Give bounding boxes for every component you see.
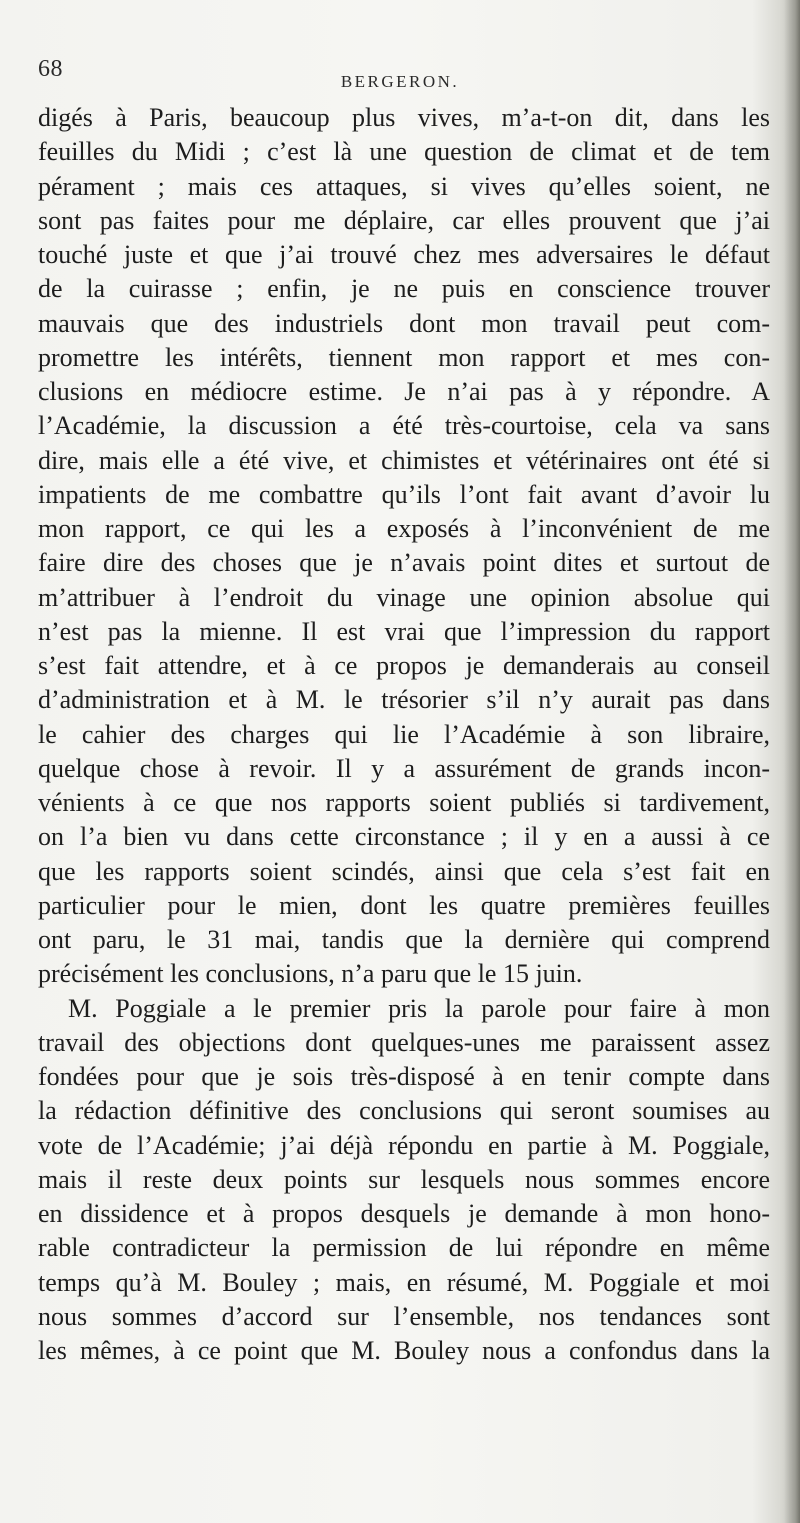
- text-line: mon rapport, ce qui les a exposés à l’inconvénient de me: [38, 514, 770, 543]
- page-edge-shadow: [784, 0, 800, 1523]
- text-line: nous sommes d’accord sur l’ensemble, nos tendances sont: [38, 1301, 770, 1331]
- text-line: en dissidence et à propos desquels je demande à mon hono-: [38, 1199, 770, 1228]
- text-line: faire dire des choses que je n’avais point dites et surtout de: [38, 548, 770, 578]
- text-line: vote de l’Académie; j’ai déjà répondu en partie à M. Poggiale,: [38, 1130, 770, 1160]
- text-line: particulier pour le mien, dont les quatre premières feuilles: [38, 890, 770, 920]
- text-line: n’est pas la mienne. Il est vrai que l’impression du rapport: [38, 616, 770, 646]
- text-line: rable contradicteur la permission de lui répondre en même: [38, 1233, 770, 1263]
- paragraph-end-line: précisément les conclusions, n’a paru que le 15 juin.: [38, 959, 583, 989]
- text-line: le cahier des charges qui lie l’Académie à son libraire,: [38, 719, 770, 749]
- text-line: feuilles du Midi ; c’est là une question de climat et de tem: [38, 137, 770, 167]
- text-line: clusions en médiocre estime. Je n’ai pas à y répondre. A: [38, 377, 770, 406]
- text-line: quelque chose à revoir. Il y a assurément de grands incon-: [38, 753, 770, 783]
- text-line: sont pas faites pour me déplaire, car elles prouvent que j’ai: [38, 205, 770, 235]
- text-line: que les rapports soient scindés, ainsi que cela s’est fait en: [38, 856, 770, 886]
- text-line: pérament ; mais ces attaques, si vives qu’elles soient, ne: [38, 171, 770, 201]
- text-line: d’administration et à M. le trésorier s’il n’y aurait pas dans: [38, 685, 770, 715]
- running-head: BERGERON.: [340, 72, 460, 91]
- text-line: dire, mais elle a été vive, et chimistes et vétérinaires ont été si: [38, 445, 770, 475]
- text-line: mauvais que des industriels dont mon travail peut com-: [38, 308, 770, 338]
- text-line: de la cuirasse ; enfin, je ne puis en conscience trouver: [38, 274, 770, 304]
- text-line: les mêmes, à ce point que M. Bouley nous a confondus dans la: [38, 1336, 770, 1365]
- page-number: 68: [38, 56, 63, 82]
- text-line: digés à Paris, beaucoup plus vives, m’a-t-on dit, dans les: [38, 103, 770, 132]
- text-line: mais il reste deux points sur lesquels nous sommes encore: [38, 1164, 770, 1194]
- text-line: vénients à ce que nos rapports soient publiés si tardivement,: [38, 788, 770, 817]
- text-line: impatients de me combattre qu’ils l’ont fait avant d’avoir lu: [38, 479, 770, 509]
- paragraph-start-line: M. Poggiale a le premier pris la parole pour faire à mon: [68, 993, 770, 1023]
- text-line: on l’a bien vu dans cette circonstance ; il y en a aussi à ce: [38, 822, 770, 852]
- text-line: travail des objections dont quelques-unes me paraissent assez: [38, 1027, 770, 1057]
- text-line: m’attribuer à l’endroit du vinage une opinion absolue qui: [38, 582, 770, 612]
- text-line: promettre les intérêts, tiennent mon rapport et mes con-: [38, 342, 770, 372]
- text-line: touché juste et que j’ai trouvé chez mes adversaires le défaut: [38, 240, 770, 269]
- text-line: s’est fait attendre, et à ce propos je demanderais au conseil: [38, 651, 770, 680]
- text-line: la rédaction définitive des conclusions qui seront soumises au: [38, 1096, 770, 1126]
- text-line: fondées pour que je sois très-disposé à en tenir compte dans: [38, 1062, 770, 1091]
- text-line: temps qu’à M. Bouley ; mais, en résumé, M. Poggiale et moi: [38, 1267, 770, 1297]
- text-line: l’Académie, la discussion a été très-courtoise, cela va sans: [38, 411, 770, 441]
- text-line: ont paru, le 31 mai, tandis que la dernière qui comprend: [38, 925, 770, 954]
- body-text: [38, 101, 770, 1368]
